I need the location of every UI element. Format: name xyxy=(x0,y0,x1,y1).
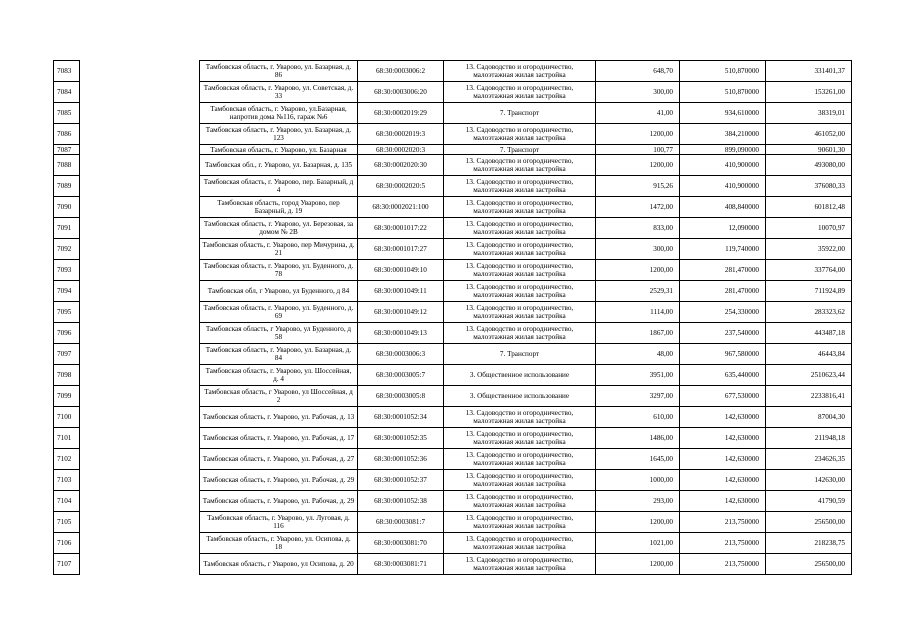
specific-value-cell: 119,740000 xyxy=(680,239,766,260)
land-use-cell: 13. Садоводство и огородничество, малоэтажная жилая застройка xyxy=(444,239,596,260)
land-use-cell: 13. Садоводство и огородничество, малоэтажная жилая застройка xyxy=(444,554,596,575)
address-cell: Тамбовская обл, г Уварово, ул Буденного, д 84 xyxy=(200,281,358,302)
row-number-cell: 7103 xyxy=(54,470,80,491)
land-use-cell: 13. Садоводство и огородничество, малоэтажная жилая застройка xyxy=(444,82,596,103)
table-row xyxy=(54,554,852,575)
cadastral-value-cell: 38319,01 xyxy=(766,103,852,124)
address-cell: Тамбовская область, г. Уварово, ул. Базарная, д. 86 xyxy=(200,61,358,82)
table-row xyxy=(54,103,852,124)
cadastral-number-cell: 68:30:0001049:12 xyxy=(358,302,444,323)
specific-value-cell: 142,630000 xyxy=(680,407,766,428)
specific-value-cell: 677,530000 xyxy=(680,386,766,407)
address-cell: Тамбовская область, г. Уварово, ул. Рабочая, д. 17 xyxy=(200,428,358,449)
cadastral-value-cell: 2233816,41 xyxy=(766,386,852,407)
blank-cell xyxy=(80,365,200,386)
address-cell: Тамбовская область, г. Уварово, ул. Базарная, д. 123 xyxy=(200,124,358,145)
address-cell: Тамбовская область, г. Уварово, ул. Советская, д. 33 xyxy=(200,82,358,103)
blank-cell xyxy=(80,470,200,491)
table-row xyxy=(54,260,852,281)
address-cell: Тамбовская обл., г. Уварово, ул. Базарная, д. 135 xyxy=(200,155,358,176)
cadastral-number-cell: 68:30:0003006:20 xyxy=(358,82,444,103)
cadastral-value-cell: 337764,00 xyxy=(766,260,852,281)
land-use-cell: 13. Садоводство и огородничество, малоэтажная жилая застройка xyxy=(444,449,596,470)
land-use-cell: 13. Садоводство и огородничество, малоэтажная жилая застройка xyxy=(444,176,596,197)
land-use-cell: 7. Транспорт xyxy=(444,145,596,155)
area-cell: 1021,00 xyxy=(596,533,680,554)
blank-cell xyxy=(80,323,200,344)
blank-cell xyxy=(80,281,200,302)
specific-value-cell: 635,440000 xyxy=(680,365,766,386)
cadastral-number-cell: 68:30:0002020:30 xyxy=(358,155,444,176)
row-number-cell: 7094 xyxy=(54,281,80,302)
blank-cell xyxy=(80,176,200,197)
area-cell: 1486,00 xyxy=(596,428,680,449)
cadastral-value-cell: 493080,00 xyxy=(766,155,852,176)
blank-cell xyxy=(80,428,200,449)
blank-cell xyxy=(80,82,200,103)
specific-value-cell: 510,870000 xyxy=(680,61,766,82)
cadastral-number-cell: 68:30:0002019:29 xyxy=(358,103,444,124)
cadastral-number-cell: 68:30:0002020:5 xyxy=(358,176,444,197)
row-number-cell: 7088 xyxy=(54,155,80,176)
area-cell: 610,00 xyxy=(596,407,680,428)
area-cell: 300,00 xyxy=(596,239,680,260)
table-row xyxy=(54,491,852,512)
land-use-cell: 13. Садоводство и огородничество, малоэтажная жилая застройка xyxy=(444,302,596,323)
cadastral-number-cell: 68:30:0003005:8 xyxy=(358,386,444,407)
row-number-cell: 7087 xyxy=(54,145,80,155)
cadastral-number-cell: 68:30:0001052:36 xyxy=(358,449,444,470)
cadastral-value-cell: 234626,35 xyxy=(766,449,852,470)
table-row xyxy=(54,302,852,323)
cadastral-number-cell: 68:30:0001052:34 xyxy=(358,407,444,428)
blank-cell xyxy=(80,386,200,407)
table-row xyxy=(54,323,852,344)
area-cell: 1200,00 xyxy=(596,124,680,145)
specific-value-cell: 213,750000 xyxy=(680,554,766,575)
cadastral-number-cell: 68:30:0003006:2 xyxy=(358,61,444,82)
area-cell: 1200,00 xyxy=(596,155,680,176)
table-row xyxy=(54,197,852,218)
table-row xyxy=(54,82,852,103)
specific-value-cell: 213,750000 xyxy=(680,533,766,554)
area-cell: 1000,00 xyxy=(596,470,680,491)
land-use-cell: 13. Садоводство и огородничество, малоэтажная жилая застройка xyxy=(444,197,596,218)
land-use-cell: 13. Садоводство и огородничество, малоэтажная жилая застройка xyxy=(444,281,596,302)
area-cell: 1114,00 xyxy=(596,302,680,323)
address-cell: Тамбовская область, г. Уварово, пер. Базарный, д 4 xyxy=(200,176,358,197)
table-row xyxy=(54,512,852,533)
land-use-cell: 3. Общественное использование xyxy=(444,365,596,386)
area-cell: 1645,00 xyxy=(596,449,680,470)
cadastral-number-cell: 68:30:0002020:3 xyxy=(358,145,444,155)
blank-cell xyxy=(80,344,200,365)
land-use-cell: 13. Садоводство и огородничество, малоэтажная жилая застройка xyxy=(444,218,596,239)
specific-value-cell: 142,630000 xyxy=(680,428,766,449)
area-cell: 2529,31 xyxy=(596,281,680,302)
cadastral-value-cell: 46443,84 xyxy=(766,344,852,365)
area-cell: 3297,00 xyxy=(596,386,680,407)
cadastral-value-cell: 601812,48 xyxy=(766,197,852,218)
area-cell: 300,00 xyxy=(596,82,680,103)
cadastral-value-cell: 87004,30 xyxy=(766,407,852,428)
cadastral-number-cell: 68:30:0003081:70 xyxy=(358,533,444,554)
row-number-cell: 7093 xyxy=(54,260,80,281)
blank-cell xyxy=(80,155,200,176)
table-row xyxy=(54,176,852,197)
land-use-cell: 13. Садоводство и огородничество, малоэтажная жилая застройка xyxy=(444,323,596,344)
specific-value-cell: 967,580000 xyxy=(680,344,766,365)
row-number-cell: 7090 xyxy=(54,197,80,218)
row-number-cell: 7092 xyxy=(54,239,80,260)
row-number-cell: 7084 xyxy=(54,82,80,103)
address-cell: Тамбовская область, г Уварово, ул Шоссейная, д 2 xyxy=(200,386,358,407)
row-number-cell: 7098 xyxy=(54,365,80,386)
cadastral-number-cell: 68:30:0001049:13 xyxy=(358,323,444,344)
specific-value-cell: 510,870000 xyxy=(680,82,766,103)
area-cell: 3951,00 xyxy=(596,365,680,386)
cadastral-number-cell: 68:30:0002021:100 xyxy=(358,197,444,218)
land-use-cell: 13. Садоводство и огородничество, малоэтажная жилая застройка xyxy=(444,512,596,533)
specific-value-cell: 408,840000 xyxy=(680,197,766,218)
blank-cell xyxy=(80,103,200,124)
land-use-cell: 13. Садоводство и огородничество, малоэтажная жилая застройка xyxy=(444,61,596,82)
land-use-cell: 7. Транспорт xyxy=(444,103,596,124)
address-cell: Тамбовская область, г Уварово, ул Буденного, д 58 xyxy=(200,323,358,344)
table-row xyxy=(54,281,852,302)
address-cell: Тамбовская область, г. Уварово, пер Мичурина, д. 21 xyxy=(200,239,358,260)
cadastral-value-cell: 711924,89 xyxy=(766,281,852,302)
cadastral-number-cell: 68:30:0003006:3 xyxy=(358,344,444,365)
cadastral-value-cell: 256500,00 xyxy=(766,512,852,533)
cadastral-value-cell: 256500,00 xyxy=(766,554,852,575)
address-cell: Тамбовская область, г. Уварово, ул. Рабочая, д. 27 xyxy=(200,449,358,470)
address-cell: Тамбовская область, г. Уварово, ул. Буденного, д. 78 xyxy=(200,260,358,281)
area-cell: 293,00 xyxy=(596,491,680,512)
cadastral-value-cell: 443487,18 xyxy=(766,323,852,344)
specific-value-cell: 281,470000 xyxy=(680,260,766,281)
cadastral-value-cell: 90601,30 xyxy=(766,145,852,155)
cadastral-value-cell: 376080,33 xyxy=(766,176,852,197)
address-cell: Тамбовская область, г. Уварово, ул.Базарная, напротив дома №116, гараж №6 xyxy=(200,103,358,124)
area-cell: 1200,00 xyxy=(596,554,680,575)
cadastral-number-cell: 68:30:0003081:71 xyxy=(358,554,444,575)
row-number-cell: 7105 xyxy=(54,512,80,533)
address-cell: Тамбовская область, г. Уварово, ул. Шоссейная, д. 4 xyxy=(200,365,358,386)
land-use-cell: 7. Транспорт xyxy=(444,344,596,365)
area-cell: 1472,00 xyxy=(596,197,680,218)
land-use-cell: 3. Общественное использование xyxy=(444,386,596,407)
area-cell: 1200,00 xyxy=(596,260,680,281)
blank-cell xyxy=(80,218,200,239)
table-row xyxy=(54,470,852,491)
cadastral-value-cell: 331401,37 xyxy=(766,61,852,82)
specific-value-cell: 213,750000 xyxy=(680,512,766,533)
row-number-cell: 7089 xyxy=(54,176,80,197)
cadastral-number-cell: 68:30:0001052:37 xyxy=(358,470,444,491)
blank-cell xyxy=(80,449,200,470)
blank-cell xyxy=(80,197,200,218)
blank-cell xyxy=(80,533,200,554)
row-number-cell: 7095 xyxy=(54,302,80,323)
cadastral-value-cell: 41790,59 xyxy=(766,491,852,512)
table-row xyxy=(54,61,852,82)
blank-cell xyxy=(80,512,200,533)
land-use-cell: 13. Садоводство и огородничество, малоэтажная жилая застройка xyxy=(444,491,596,512)
cadastral-value-cell: 2510623,44 xyxy=(766,365,852,386)
land-use-cell: 13. Садоводство и огородничество, малоэтажная жилая застройка xyxy=(444,533,596,554)
cadastral-value-cell: 142630,00 xyxy=(766,470,852,491)
blank-cell xyxy=(80,260,200,281)
row-number-cell: 7101 xyxy=(54,428,80,449)
specific-value-cell: 281,470000 xyxy=(680,281,766,302)
row-number-cell: 7104 xyxy=(54,491,80,512)
address-cell: Тамбовская область, г. Уварово, ул. Рабочая, д. 29 xyxy=(200,470,358,491)
row-number-cell: 7102 xyxy=(54,449,80,470)
address-cell: Тамбовская область, г. Уварово, ул. Осипова, д. 18 xyxy=(200,533,358,554)
address-cell: Тамбовская область, г. Уварово, ул. Рабочая, д. 13 xyxy=(200,407,358,428)
land-cadastral-value-table xyxy=(53,60,852,575)
address-cell: Тамбовская область, город Уварово, пер Базарный, д. 19 xyxy=(200,197,358,218)
cadastral-number-cell: 68:30:0001049:11 xyxy=(358,281,444,302)
cadastral-number-cell: 68:30:0002019:3 xyxy=(358,124,444,145)
table-row xyxy=(54,386,852,407)
cadastral-value-cell: 283323,62 xyxy=(766,302,852,323)
table-row xyxy=(54,365,852,386)
land-use-cell: 13. Садоводство и огородничество, малоэтажная жилая застройка xyxy=(444,407,596,428)
area-cell: 915,26 xyxy=(596,176,680,197)
land-use-cell: 13. Садоводство и огородничество, малоэтажная жилая застройка xyxy=(444,124,596,145)
address-cell: Тамбовская область, г. Уварово, ул. Рабочая, д. 29 xyxy=(200,491,358,512)
address-cell: Тамбовская область, г. Уварово, ул. Базарная, д. 84 xyxy=(200,344,358,365)
blank-cell xyxy=(80,302,200,323)
address-cell: Тамбовская область, г Уварово, ул Осипова, д. 20 xyxy=(200,554,358,575)
table-row xyxy=(54,239,852,260)
table-row xyxy=(54,407,852,428)
address-cell: Тамбовская область, г. Уварово, ул. Базарная xyxy=(200,145,358,155)
cadastral-value-cell: 153261,00 xyxy=(766,82,852,103)
table-row xyxy=(54,124,852,145)
specific-value-cell: 142,630000 xyxy=(680,470,766,491)
row-number-cell: 7100 xyxy=(54,407,80,428)
specific-value-cell: 254,330000 xyxy=(680,302,766,323)
cadastral-value-cell: 218238,75 xyxy=(766,533,852,554)
row-number-cell: 7091 xyxy=(54,218,80,239)
blank-cell xyxy=(80,407,200,428)
cadastral-value-cell: 461052,00 xyxy=(766,124,852,145)
row-number-cell: 7096 xyxy=(54,323,80,344)
address-cell: Тамбовская область, г. Уварово, ул. Буденного, д. 69 xyxy=(200,302,358,323)
blank-cell xyxy=(80,239,200,260)
specific-value-cell: 934,610000 xyxy=(680,103,766,124)
row-number-cell: 7086 xyxy=(54,124,80,145)
address-cell: Тамбовская область, г. Уварово, ул. Березовая, за домом № 2В xyxy=(200,218,358,239)
area-cell: 100,77 xyxy=(596,145,680,155)
area-cell: 1200,00 xyxy=(596,512,680,533)
address-cell: Тамбовская область, г. Уварово, ул. Луговая, д. 116 xyxy=(200,512,358,533)
table-row xyxy=(54,449,852,470)
specific-value-cell: 142,630000 xyxy=(680,491,766,512)
blank-cell xyxy=(80,61,200,82)
table-row xyxy=(54,218,852,239)
area-cell: 41,00 xyxy=(596,103,680,124)
specific-value-cell: 237,540000 xyxy=(680,323,766,344)
blank-cell xyxy=(80,554,200,575)
area-cell: 833,00 xyxy=(596,218,680,239)
row-number-cell: 7106 xyxy=(54,533,80,554)
specific-value-cell: 142,630000 xyxy=(680,449,766,470)
table-row xyxy=(54,145,852,155)
table-row xyxy=(54,344,852,365)
cadastral-value-cell: 10070,97 xyxy=(766,218,852,239)
cadastral-number-cell: 68:30:0001049:10 xyxy=(358,260,444,281)
land-use-cell: 13. Садоводство и огородничество, малоэтажная жилая застройка xyxy=(444,155,596,176)
specific-value-cell: 899,090000 xyxy=(680,145,766,155)
specific-value-cell: 410,900000 xyxy=(680,176,766,197)
area-cell: 1867,00 xyxy=(596,323,680,344)
cadastral-value-cell: 211948,18 xyxy=(766,428,852,449)
row-number-cell: 7107 xyxy=(54,554,80,575)
land-use-cell: 13. Садоводство и огородничество, малоэтажная жилая застройка xyxy=(444,470,596,491)
blank-cell xyxy=(80,124,200,145)
row-number-cell: 7085 xyxy=(54,103,80,124)
specific-value-cell: 12,090000 xyxy=(680,218,766,239)
row-number-cell: 7083 xyxy=(54,61,80,82)
cadastral-number-cell: 68:30:0001017:22 xyxy=(358,218,444,239)
land-use-cell: 13. Садоводство и огородничество, малоэтажная жилая застройка xyxy=(444,428,596,449)
cadastral-number-cell: 68:30:0001052:35 xyxy=(358,428,444,449)
cadastral-number-cell: 68:30:0001052:38 xyxy=(358,491,444,512)
cadastral-value-cell: 35922,00 xyxy=(766,239,852,260)
table-row xyxy=(54,428,852,449)
area-cell: 48,00 xyxy=(596,344,680,365)
table-row xyxy=(54,155,852,176)
specific-value-cell: 410,900000 xyxy=(680,155,766,176)
blank-cell xyxy=(80,491,200,512)
table-row xyxy=(54,533,852,554)
cadastral-number-cell: 68:30:0001017:27 xyxy=(358,239,444,260)
blank-cell xyxy=(80,145,200,155)
specific-value-cell: 384,210000 xyxy=(680,124,766,145)
row-number-cell: 7099 xyxy=(54,386,80,407)
land-use-cell: 13. Садоводство и огородничество, малоэтажная жилая застройка xyxy=(444,260,596,281)
row-number-cell: 7097 xyxy=(54,344,80,365)
area-cell: 648,70 xyxy=(596,61,680,82)
cadastral-number-cell: 68:30:0003081:7 xyxy=(358,512,444,533)
cadastral-number-cell: 68:30:0003005:7 xyxy=(358,365,444,386)
